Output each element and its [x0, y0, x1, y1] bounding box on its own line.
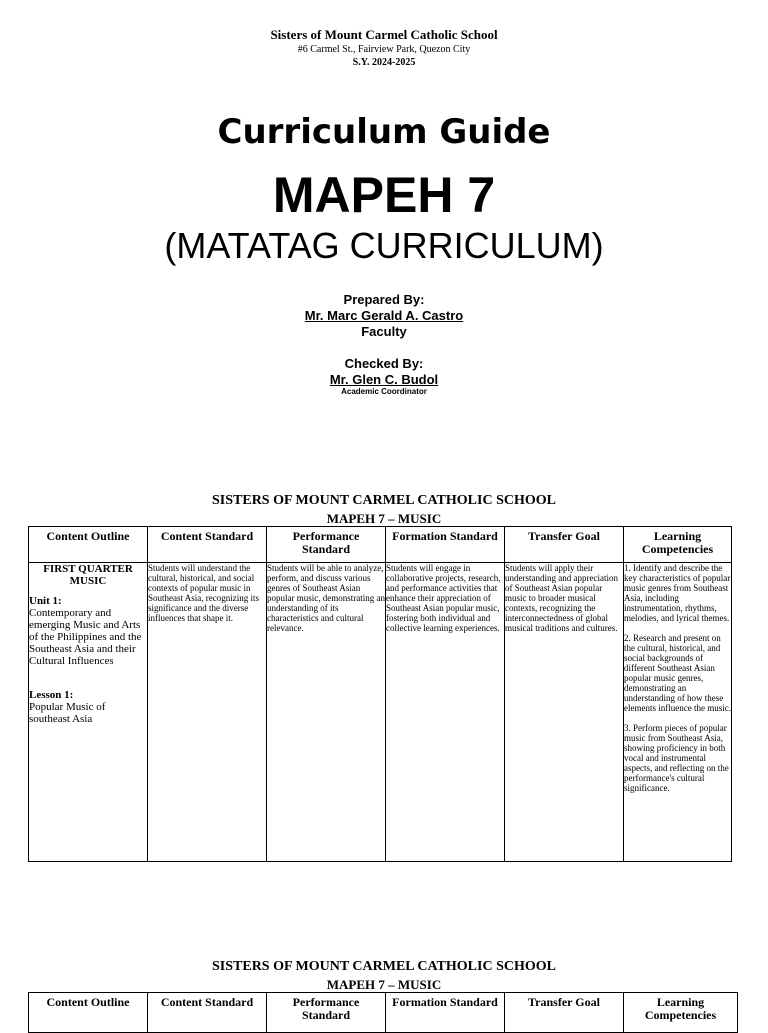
col-header: Formation Standard [386, 993, 505, 1033]
curriculum-table-1 [28, 526, 732, 862]
prepared-by-label: Prepared By: [343, 292, 425, 307]
table-header-row [29, 993, 738, 1033]
table1-subject-heading: MAPEH 7 – MUSIC [326, 511, 442, 526]
school-name: Sisters of Mount Carmel Catholic School [270, 27, 498, 42]
col-header: Performance Standard [267, 993, 386, 1033]
transfer-goal-cell: Students will apply their understanding and appreciation of Southeast Asian popular music to broader musical contexts, recognizing the interconnectedness of global musical traditions and cultures. [505, 563, 624, 862]
competency-item: 1. Identify and describe the key characteristics of popular music genres from Southeast Asia, including instrumentation, rhythms, melodies, and lyrical themes. [624, 563, 731, 623]
col-header: Content Standard [148, 993, 267, 1033]
table1-school-heading: SISTERS OF MOUNT CARMEL CATHOLIC SCHOOL [212, 493, 556, 508]
subject-title: MAPEH 7 [272, 167, 496, 223]
col-header: Transfer Goal [505, 527, 624, 563]
document-title: Curriculum Guide [217, 112, 551, 152]
content-outline-cell [29, 563, 148, 862]
content-standard-cell: Students will understand the cultural, historical, and social contexts of popular music in Southeast Asia, recognizing its significance and the diverse influences that shape it. [148, 563, 267, 862]
table2-subject-heading: MAPEH 7 – MUSIC [326, 977, 442, 992]
col-header: Performance Standard [267, 527, 386, 563]
school-year: S.Y. 2024-2025 [352, 57, 416, 68]
table-header-row [29, 527, 732, 563]
prepared-by-name-row [0, 308, 768, 323]
table2-school-heading: SISTERS OF MOUNT CARMEL CATHOLIC SCHOOL [212, 959, 556, 974]
prepared-by-role: Faculty [361, 324, 407, 339]
col-header: Learning Competencies [624, 993, 738, 1033]
col-header: Content Outline [29, 527, 148, 563]
formation-standard-cell: Students will engage in collaborative projects, research, and performance activities that enhance their appreciation of Southeast Asian popular music, fostering both individual and collective learning experiences. [386, 563, 505, 862]
prepared-by-name: Mr. Marc Gerald A. Castro [304, 308, 464, 323]
checked-by-name-row [0, 372, 768, 387]
checked-by-role: Academic Coordinator [341, 387, 427, 396]
learning-competencies-cell [624, 563, 732, 862]
lesson-label: Lesson 1: [29, 689, 74, 701]
checked-by-label: Checked By: [344, 356, 424, 371]
unit-text: Contemporary and emerging Music and Arts of the Philippines and the Southeast Asia and their Cultural Influences [29, 607, 142, 667]
table-row [29, 563, 732, 862]
col-header: Content Outline [29, 993, 148, 1033]
competency-item: 3. Perform pieces of popular music from Southeast Asia, showing proficiency in both vocal and instrumental aspects, and reflecting on the performance's cultural significance. [624, 723, 729, 793]
col-header: Content Standard [148, 527, 267, 563]
checked-by-name: Mr. Glen C. Budol [329, 372, 439, 387]
competency-item: 2. Research and present on the cultural, historical, and social backgrounds of different Southeast Asian popular music genres, demonstrating an understanding of how these elements influence the music. [624, 633, 731, 713]
col-header: Transfer Goal [505, 993, 624, 1033]
curriculum-table-2 [28, 992, 738, 1033]
unit-label: Unit 1: [29, 595, 62, 607]
school-address: #6 Carmel St., Fairview Park, Quezon City [297, 44, 471, 55]
col-header: Learning Competencies [624, 527, 732, 563]
col-header: Formation Standard [386, 527, 505, 563]
quarter-heading: FIRST QUARTER [43, 563, 133, 575]
curriculum-name: (MATATAG CURRICULUM) [164, 225, 604, 266]
performance-standard-cell: Students will be able to analyze, perform, and discuss various genres of Southeast Asian popular music, demonstrating an understanding of its characteristics and cultural relevance. [267, 563, 386, 862]
area-heading: MUSIC [69, 575, 107, 587]
lesson-text: Popular Music of southeast Asia [29, 701, 106, 725]
